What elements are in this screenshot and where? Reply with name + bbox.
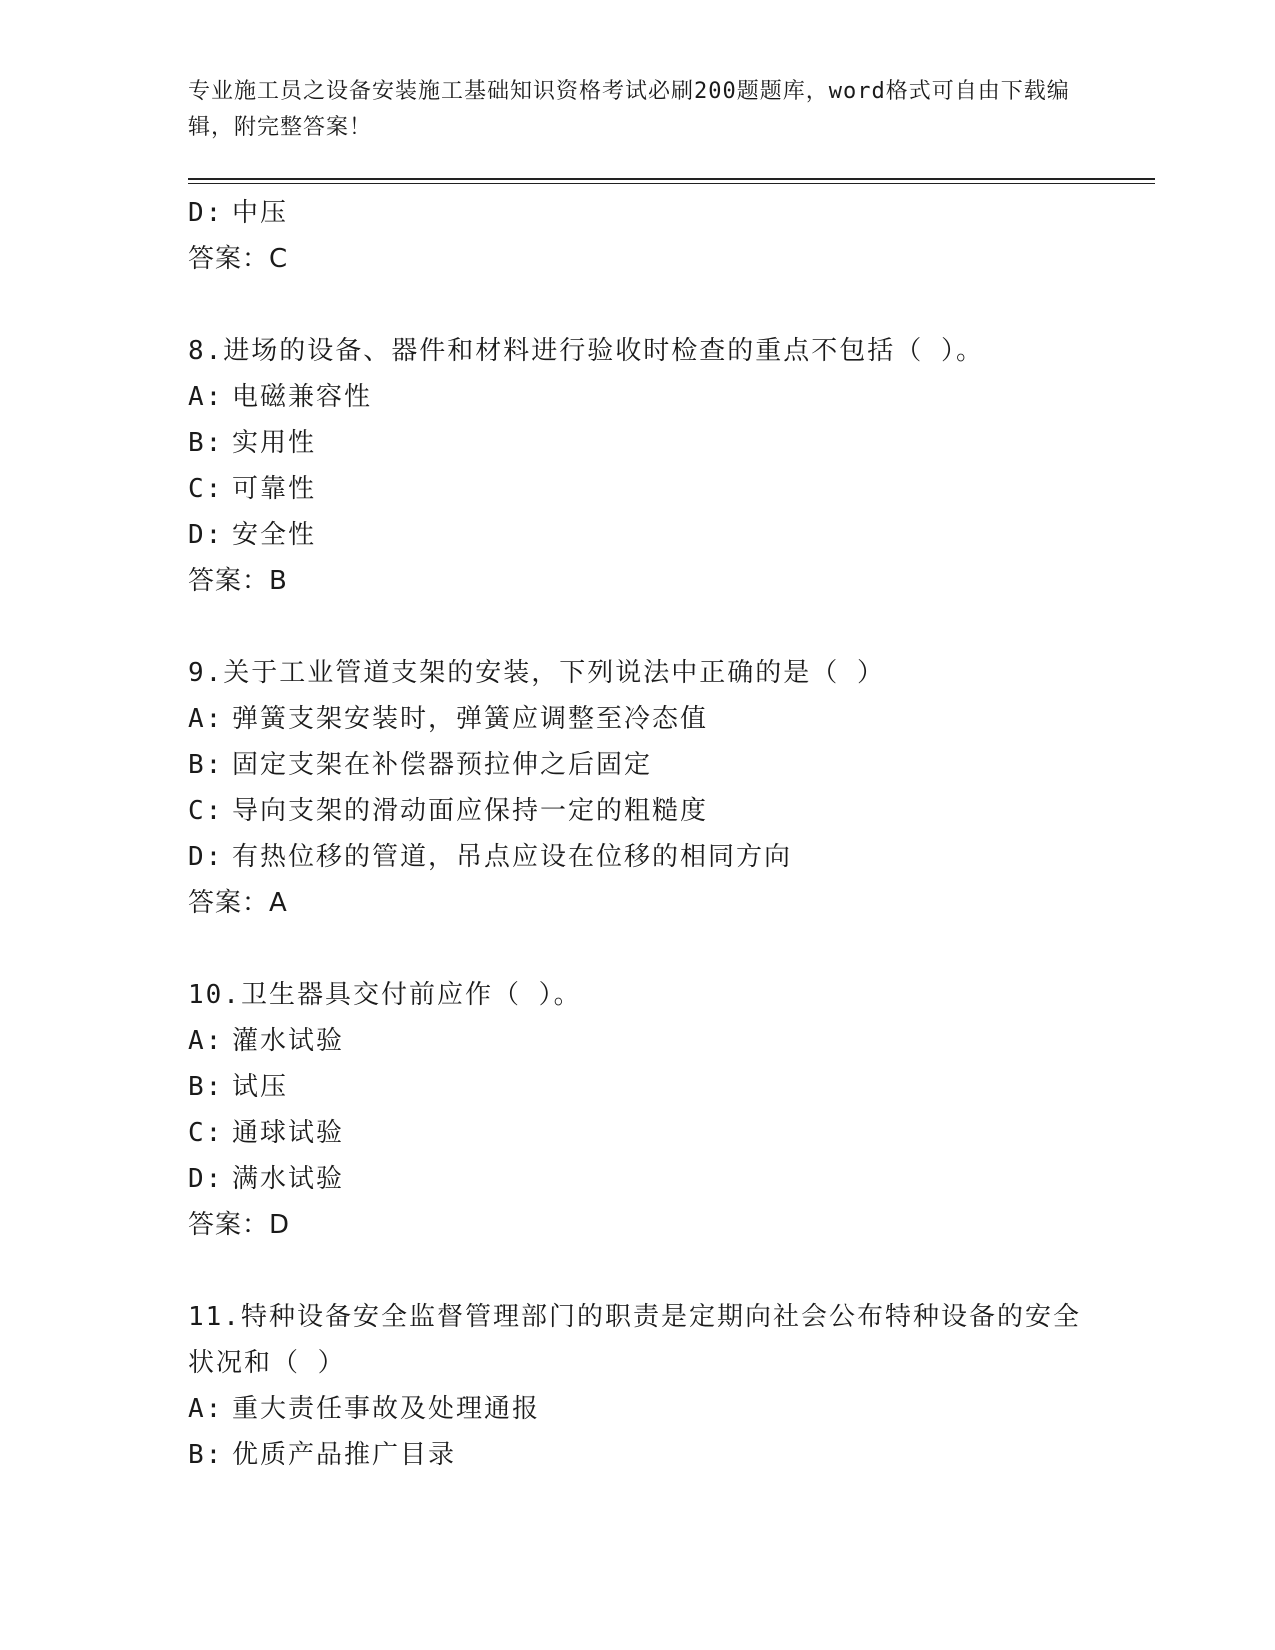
question-9-answer: 答案：A xyxy=(188,888,288,918)
option-letter: D: xyxy=(188,198,224,228)
option-letter: D: xyxy=(188,1164,224,1194)
header-rule-thin xyxy=(188,183,1155,184)
question-8-stem: 8.进场的设备、器件和材料进行验收时检查的重点不包括（ ）。 xyxy=(188,336,984,366)
option-letter: C: xyxy=(188,796,224,826)
question-10-option-d xyxy=(188,1156,1088,1202)
option-letter: C: xyxy=(188,474,224,504)
document-header: 专业施工员之设备安装施工基础知识资格考试必刷200题题库，word格式可自由下载编辑，附完整答案！ xyxy=(188,79,1070,140)
option-letter: D: xyxy=(188,520,224,550)
question-9-option-a xyxy=(188,696,1088,742)
question-11-stem: 11.特种设备安全监督管理部门的职责是定期向社会公布特种设备的安全状况和（ ） xyxy=(188,1302,1081,1378)
option-text: 通球试验 xyxy=(232,1118,345,1148)
question-8-option-d xyxy=(188,512,1088,558)
option-letter: D: xyxy=(188,842,224,872)
option-letter: A: xyxy=(188,704,224,734)
option-text: 固定支架在补偿器预拉伸之后固定 xyxy=(232,750,653,780)
question-list xyxy=(188,190,1088,1478)
question-9-option-d xyxy=(188,834,1088,880)
answer-carryover: 答案：C xyxy=(188,244,289,274)
question-8-answer: 答案：B xyxy=(188,566,288,596)
question-9-option-c xyxy=(188,788,1088,834)
question-8-option-b xyxy=(188,420,1088,466)
option-letter: A: xyxy=(188,382,224,412)
question-8-option-a xyxy=(188,374,1088,420)
option-letter: C: xyxy=(188,1118,224,1148)
option-text: 导向支架的滑动面应保持一定的粗糙度 xyxy=(232,796,709,826)
option-text: 弹簧支架安装时，弹簧应调整至冷态值 xyxy=(232,704,709,734)
question-9-option-b xyxy=(188,742,1088,788)
option-text: 安全性 xyxy=(232,520,317,550)
header-rule-thick xyxy=(188,178,1155,180)
option-letter: B: xyxy=(188,750,224,780)
option-letter: B: xyxy=(188,428,224,458)
question-8-option-c xyxy=(188,466,1088,512)
question-10-option-a xyxy=(188,1018,1088,1064)
option-text: 电磁兼容性 xyxy=(232,382,373,412)
option-text: 可靠性 xyxy=(232,474,317,504)
question-11-option-a xyxy=(188,1386,1088,1432)
question-10-stem: 10.卫生器具交付前应作（ ）。 xyxy=(188,980,582,1010)
option-d-carryover xyxy=(188,190,1088,236)
question-11-option-b xyxy=(188,1432,1088,1478)
option-text: 优质产品推广目录 xyxy=(232,1440,457,1470)
option-text: 有热位移的管道，吊点应设在位移的相同方向 xyxy=(232,842,793,872)
question-10-option-b xyxy=(188,1064,1088,1110)
option-letter: A: xyxy=(188,1394,224,1424)
option-text: 实用性 xyxy=(232,428,317,458)
option-text: 中压 xyxy=(232,198,289,228)
option-text: 试压 xyxy=(232,1072,289,1102)
option-text: 灌水试验 xyxy=(232,1026,345,1056)
question-10-option-c xyxy=(188,1110,1088,1156)
question-9-stem: 9.关于工业管道支架的安装，下列说法中正确的是（ ） xyxy=(188,658,885,688)
option-letter: A: xyxy=(188,1026,224,1056)
option-text: 重大责任事故及处理通报 xyxy=(232,1394,541,1424)
option-letter: B: xyxy=(188,1072,224,1102)
question-10-answer: 答案：D xyxy=(188,1210,291,1240)
option-text: 满水试验 xyxy=(232,1164,345,1194)
option-letter: B: xyxy=(188,1440,224,1470)
